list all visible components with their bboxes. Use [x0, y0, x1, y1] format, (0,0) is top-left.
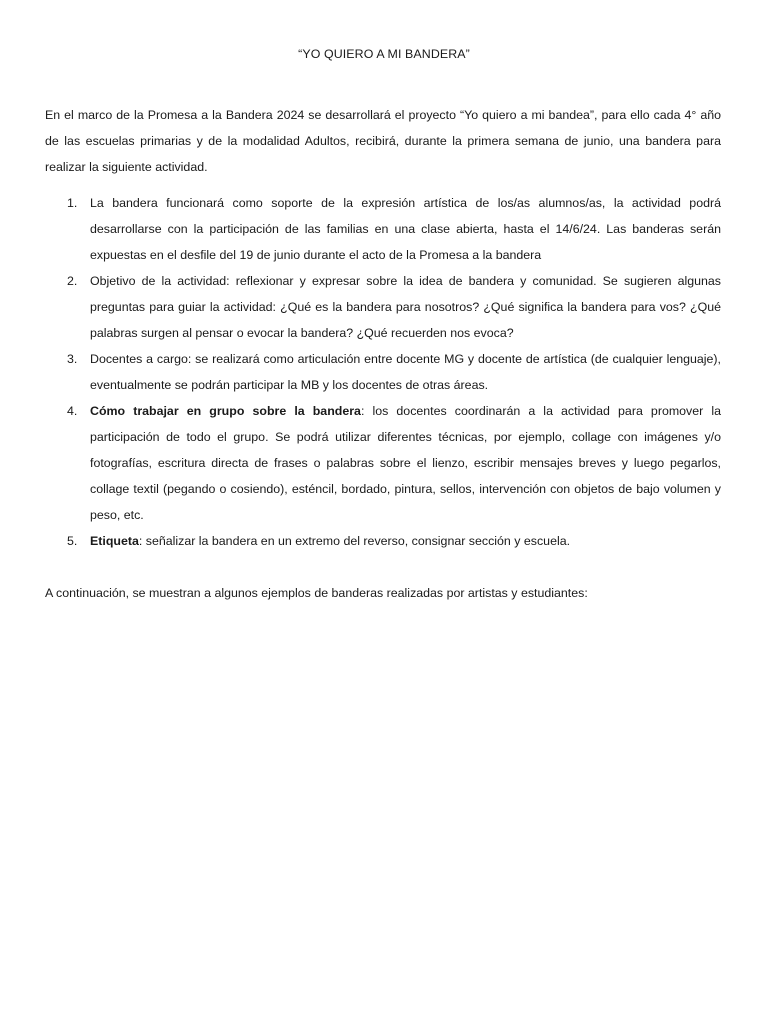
list-item-number: 5.: [67, 534, 78, 548]
list-item: [45, 268, 721, 346]
list-item: [45, 346, 721, 398]
list-item-number: 2.: [67, 274, 78, 288]
list-item-heading: Etiqueta: [90, 534, 139, 548]
intro-paragraph: En el marco de la Promesa a la Bandera 2024 se desarrollará el proyecto “Yo quiero a mi bandea”, para ello cada 4° año de las escuelas primarias y de la modalidad Adultos, recibirá, durante la primera semana de junio, una bandera para realizar la siguiente actividad.: [45, 108, 721, 174]
list-item: [45, 190, 721, 268]
list-item-text: : los docentes coordinarán a la actividad para promover la participación de todo el grupo. Se podrá utilizar diferentes técnicas, por ejemplo, collage con imágenes y/o fotografías, escritura directa de frases o palabras sobre el lienzo, escribir mensajes breves y luego pegarlos, collage textil (pegando o cosiendo), esténcil, bordado, pintura, sellos, intervención con objetos de bajo volumen y peso, etc.: [90, 404, 721, 522]
outro-paragraph: A continuación, se muestran a algunos ejemplos de banderas realizadas por artistas y estudiantes:: [45, 586, 588, 600]
list-item: [45, 528, 721, 554]
list-item-text: Docentes a cargo: se realizará como articulación entre docente MG y docente de artística (de cualquier lenguaje), eventualmente se podrán participar la MB y los docentes de otras áreas.: [90, 352, 721, 392]
activity-list: [45, 190, 721, 554]
list-item-text: Objetivo de la actividad: reflexionar y expresar sobre la idea de bandera y comunidad. Se sugieren algunas preguntas para guiar la actividad: ¿Qué es la bandera para nosotros? ¿Qué significa la bandera para vos? ¿Qué palabras surgen al pensar o evocar la bandera? ¿Qué recuerden nos evoca?: [90, 274, 721, 340]
list-item-heading: Cómo trabajar en grupo sobre la bandera: [90, 404, 361, 418]
list-item-number: 4.: [67, 404, 78, 418]
list-item-text: La bandera funcionará como soporte de la expresión artística de los/as alumnos/as, la actividad podrá desarrollarse con la participación de las familias en una clase abierta, hasta el 14/6/24. Las banderas serán expuestas en el desfile del 19 de junio durante el acto de la Promesa a la bandera: [90, 196, 721, 262]
list-item: [45, 398, 721, 528]
list-item-number: 1.: [67, 196, 78, 210]
list-item-text: : señalizar la bandera en un extremo del reverso, consignar sección y escuela.: [138, 534, 571, 548]
list-item-number: 3.: [67, 352, 78, 366]
document-title: “YO QUIERO A MI BANDERA”: [298, 47, 470, 61]
